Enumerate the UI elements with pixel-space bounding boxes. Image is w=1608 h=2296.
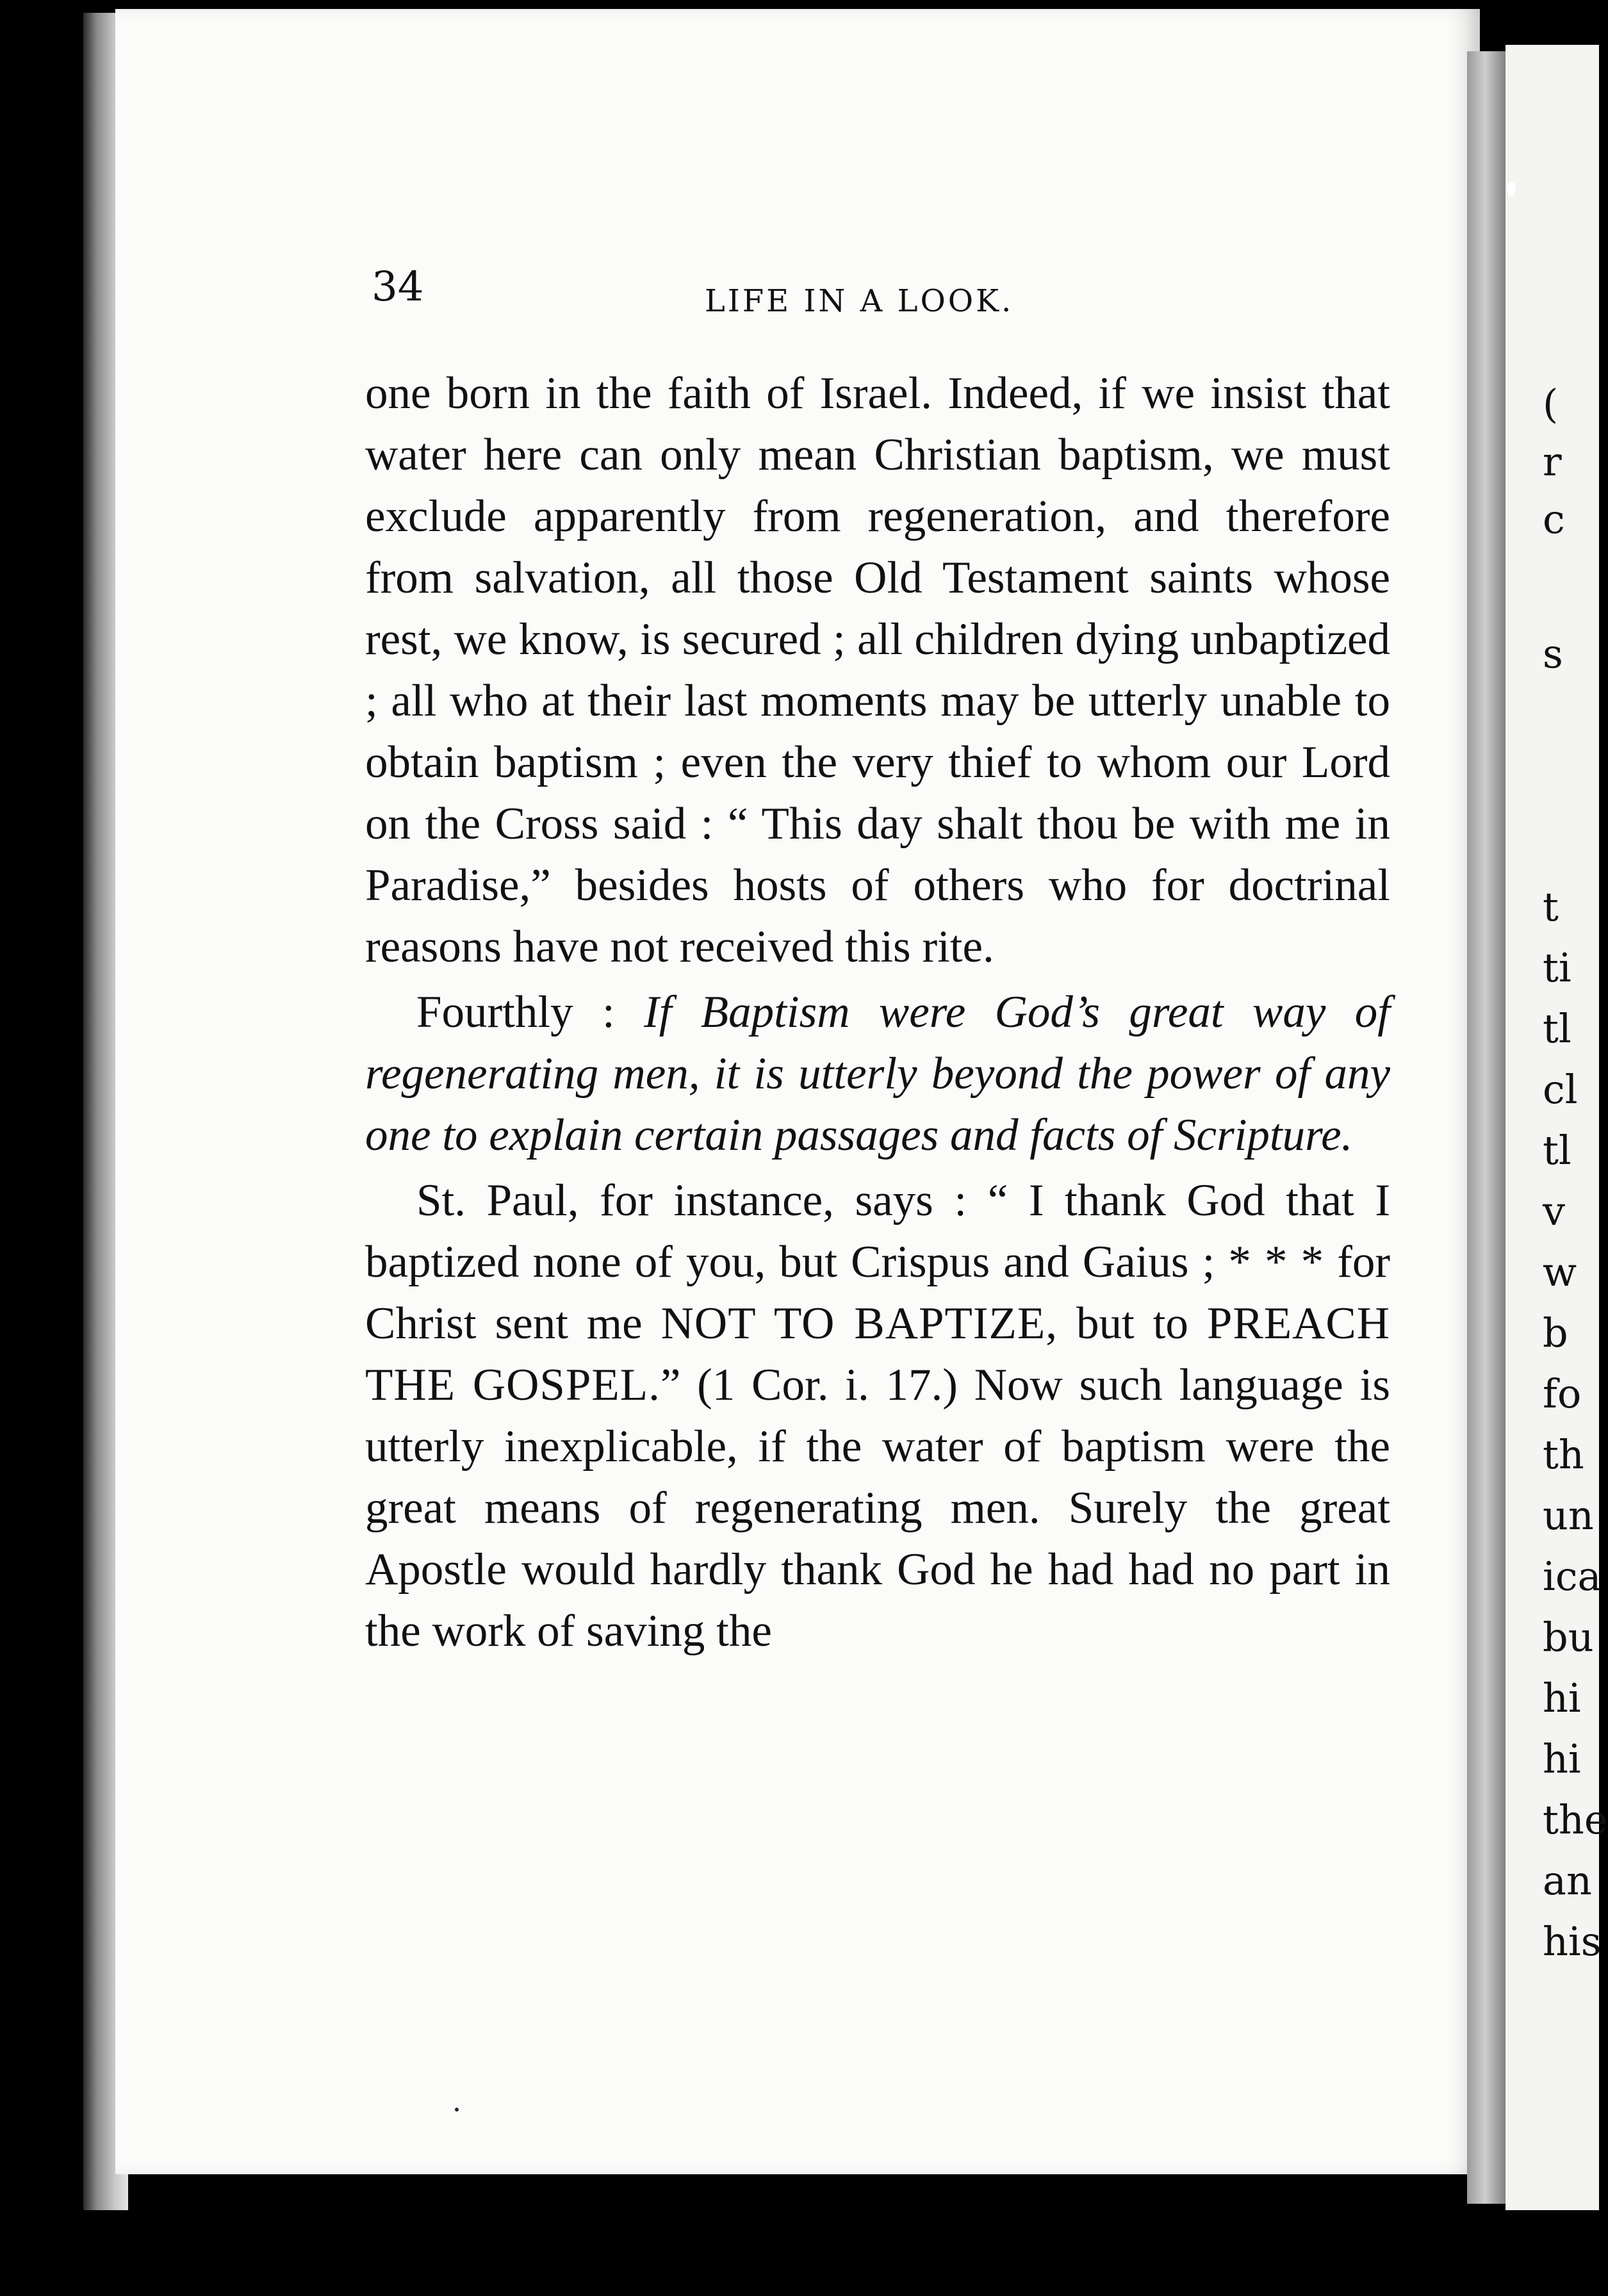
text-run: but to xyxy=(1057,1299,1207,1349)
facing-fragment: ica xyxy=(1543,1553,1602,1600)
facing-fragment: ti xyxy=(1543,944,1571,991)
page-number: 34 xyxy=(372,263,424,311)
facing-fragment: t xyxy=(1543,883,1559,930)
scan-speck xyxy=(455,2108,459,2112)
facing-fragment: r xyxy=(1543,438,1562,485)
facing-fragment: hi xyxy=(1543,1675,1581,1721)
facing-fragment: tl xyxy=(1543,1005,1571,1052)
facing-fragment: an xyxy=(1543,1857,1592,1904)
facing-fragment: b xyxy=(1543,1309,1568,1356)
body-text xyxy=(365,363,1390,1662)
facing-fragment: cl xyxy=(1543,1066,1578,1113)
emphasis-caps: PREACH THE GOSPEL. xyxy=(365,1299,1390,1410)
text-run: St. Paul, for instance, says : “ I thank God that I baptized none of you, but Crispus and Gaius ; * * * for Christ sent me xyxy=(365,1176,1390,1349)
facing-fragment: w xyxy=(1543,1249,1577,1295)
italic-proposition: If Baptism were God’s great way of regenerating men, it is utterly beyond the power of any one to explain certain passages and facts of Scripture. xyxy=(365,987,1391,1160)
emphasis-caps: NOT TO BAPTIZE, xyxy=(660,1299,1058,1349)
facing-fragment: the xyxy=(1543,1796,1608,1843)
paragraph-lead: Fourthly : xyxy=(416,987,644,1037)
facing-fragment: his xyxy=(1543,1918,1602,1965)
facing-fragment: tl xyxy=(1543,1127,1571,1174)
facing-fragment: bu xyxy=(1543,1614,1594,1660)
facing-fragment: un xyxy=(1543,1492,1594,1539)
facing-fragment: fo xyxy=(1543,1370,1582,1417)
paragraph xyxy=(365,981,1390,1166)
facing-fragment: c xyxy=(1543,496,1565,543)
facing-fragment: hi xyxy=(1543,1735,1581,1782)
running-title: LIFE IN A LOOK. xyxy=(705,283,1014,319)
facing-fragment: ( xyxy=(1543,381,1559,427)
paragraph xyxy=(365,1170,1390,1662)
facing-fragment: v xyxy=(1543,1188,1566,1234)
paragraph: one born in the faith of Israel. Indeed, if we insist that water here can only mean Christian baptism, we must exclude apparently from regeneration, and therefore from salvation, all those Old Testament saints whose rest, we know, is secured ; all children dying unbaptized ; all who at their last moments may be utterly unable to obtain baptism ; even the very thief to whom our Lord on the Cross said : “ This day shalt thou be with me in Paradise,” besides hosts of others who for doctrinal reasons have not received this rite. xyxy=(365,368,1390,972)
scan-speck xyxy=(1507,182,1516,196)
text-run: ” (1 Cor. i. 17.) Now such language is utterly inexplicable, if the water of baptism were the great means of regenerating men. Surely the great Apostle would hardly thank God he had had no part in the work of saving the xyxy=(365,1360,1390,1656)
facing-fragment: s xyxy=(1543,630,1563,677)
facing-fragment: th xyxy=(1543,1431,1584,1478)
